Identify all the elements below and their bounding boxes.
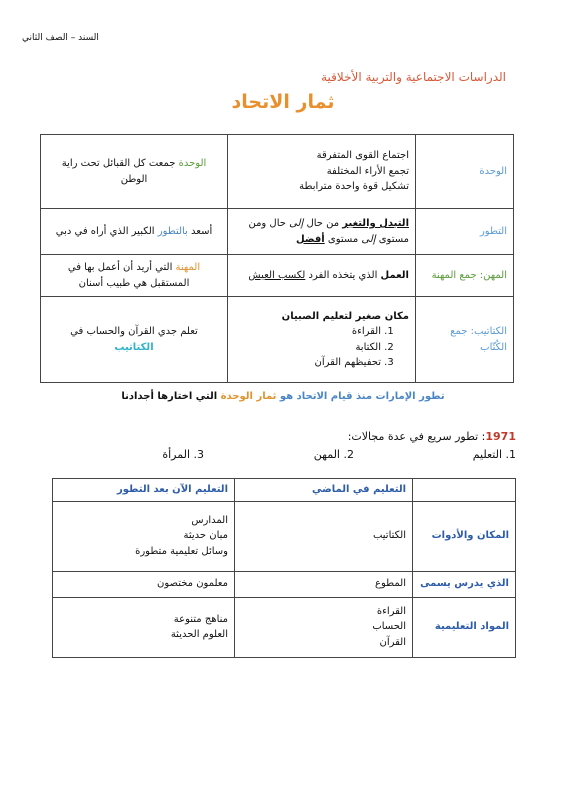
example-text: التي أريد أن أعمل بها في المستقبل هي طبيب أسنان <box>67 262 190 289</box>
now-cell <box>53 501 235 571</box>
definition-list <box>234 324 409 371</box>
definition-line: تجمع الأراء المختلفة <box>326 165 409 177</box>
now-cell <box>53 597 235 657</box>
past-cell <box>235 571 413 597</box>
cell-line: العلوم الحديثة <box>170 629 228 640</box>
cell-line: مبان حديثة <box>183 530 228 542</box>
example-text: أسعد <box>187 225 213 237</box>
definition-text: مستوى <box>324 233 362 245</box>
example-term: بالتطور <box>157 225 188 237</box>
cell-line: القرآن <box>379 636 406 648</box>
cell-line: وسائل تعليمية متطورة <box>135 545 228 557</box>
header-note: السند – الصف الثاني <box>22 33 99 43</box>
table-row <box>41 255 514 297</box>
definition-term: التبدل والتغير <box>342 218 409 229</box>
example-term: الكتاتيب <box>114 341 154 353</box>
year-line <box>348 430 516 443</box>
cell-line: مناهج متنوعة <box>173 613 228 625</box>
definition-line: تشكيل قوة واحدة مترابطة <box>299 181 409 193</box>
definition-professions <box>228 255 416 297</box>
example-text: تعلم جدي القرآن والحساب في <box>70 326 198 337</box>
term-katatib: الكتاتيب: جمع الكُتّاب <box>416 297 514 383</box>
cell-line: الكتاتيب <box>372 530 406 542</box>
example-term: المهنة <box>175 262 201 273</box>
cell-line: معلمون مختصون <box>157 578 228 590</box>
header-cell <box>413 479 516 502</box>
cell-line: المطوع <box>375 578 406 590</box>
definition-text: حال ومن مستوى <box>248 218 409 245</box>
definition-term: العمل <box>380 269 409 281</box>
definition-line: اجتماع القوى المتفرقة <box>316 150 409 162</box>
cell-line: القراءة <box>376 605 406 617</box>
header-cell: التعليم الآن بعد التطور <box>53 479 235 502</box>
row-label: الذي يدرس يسمى <box>413 571 516 597</box>
example-unity <box>41 135 228 209</box>
example-text: الكبير الذي أراه في دبي <box>55 225 158 237</box>
list-item: 1. القراءة <box>234 324 381 340</box>
header-cell: التعليم في الماضي <box>235 479 413 502</box>
definition-text: إلى <box>361 233 376 245</box>
list-item: 3. تحفيظهم القرآن <box>234 355 381 371</box>
example-term: الوحدة <box>178 158 207 169</box>
example-katatib <box>41 297 228 383</box>
year-text: : تطور سريع في عدة مجالات: <box>347 430 486 443</box>
definition-unity <box>228 135 416 209</box>
table-row <box>53 571 516 597</box>
cell-line: الحساب <box>372 621 406 633</box>
table-row <box>53 597 516 657</box>
definition-development <box>228 209 416 255</box>
table-row <box>41 297 514 383</box>
now-cell <box>53 571 235 597</box>
row-label: المواد التعليمية <box>413 597 516 657</box>
row-label: المكان والأدوات <box>413 501 516 571</box>
list-item: 2. الكتابة <box>234 340 381 356</box>
evolution-statement <box>0 391 566 402</box>
table-row <box>53 501 516 571</box>
example-professions <box>41 255 228 297</box>
term-professions: المهن: جمع المهنة <box>416 255 514 297</box>
area-professions: 2. المهن <box>313 448 354 461</box>
past-cell <box>235 597 413 657</box>
area-women: 3. المرأة <box>162 448 204 461</box>
definition-text: من حال <box>303 218 343 229</box>
table-header-row <box>53 479 516 502</box>
cell-line: المدارس <box>191 514 228 526</box>
past-cell <box>235 501 413 571</box>
table-row <box>41 135 514 209</box>
definition-text: لكسب العيش <box>248 269 306 281</box>
subject-title: الدراسات الاجتماعية والتربية الأخلاقية <box>321 70 506 84</box>
statement-text: التي اختارها أجدادنا <box>121 391 221 402</box>
table-row <box>41 209 514 255</box>
vocabulary-table <box>40 134 514 383</box>
year: 1971 <box>485 430 516 443</box>
definition-katatib <box>228 297 416 383</box>
definition-title: مكان صغير لتعليم الصبيان <box>281 310 409 322</box>
example-text: جمعت كل القبائل تحت راية الوطن <box>61 158 179 185</box>
definition-text: الذي يتخذه الفرد <box>305 269 381 281</box>
education-comparison-table <box>52 478 516 658</box>
definition-term: أفضل <box>295 233 325 245</box>
term-unity: الوحدة <box>416 135 514 209</box>
statement-text: تطور الإمارات منذ قيام الاتحاد هو <box>276 391 445 402</box>
term-development: التطور <box>416 209 514 255</box>
statement-term: ثمار الوحدة <box>220 391 277 402</box>
area-education: 1. التعليم <box>472 448 516 461</box>
lesson-title: ثمار الاتحاد <box>231 91 335 113</box>
definition-text: إلى <box>289 218 304 229</box>
example-development <box>41 209 228 255</box>
